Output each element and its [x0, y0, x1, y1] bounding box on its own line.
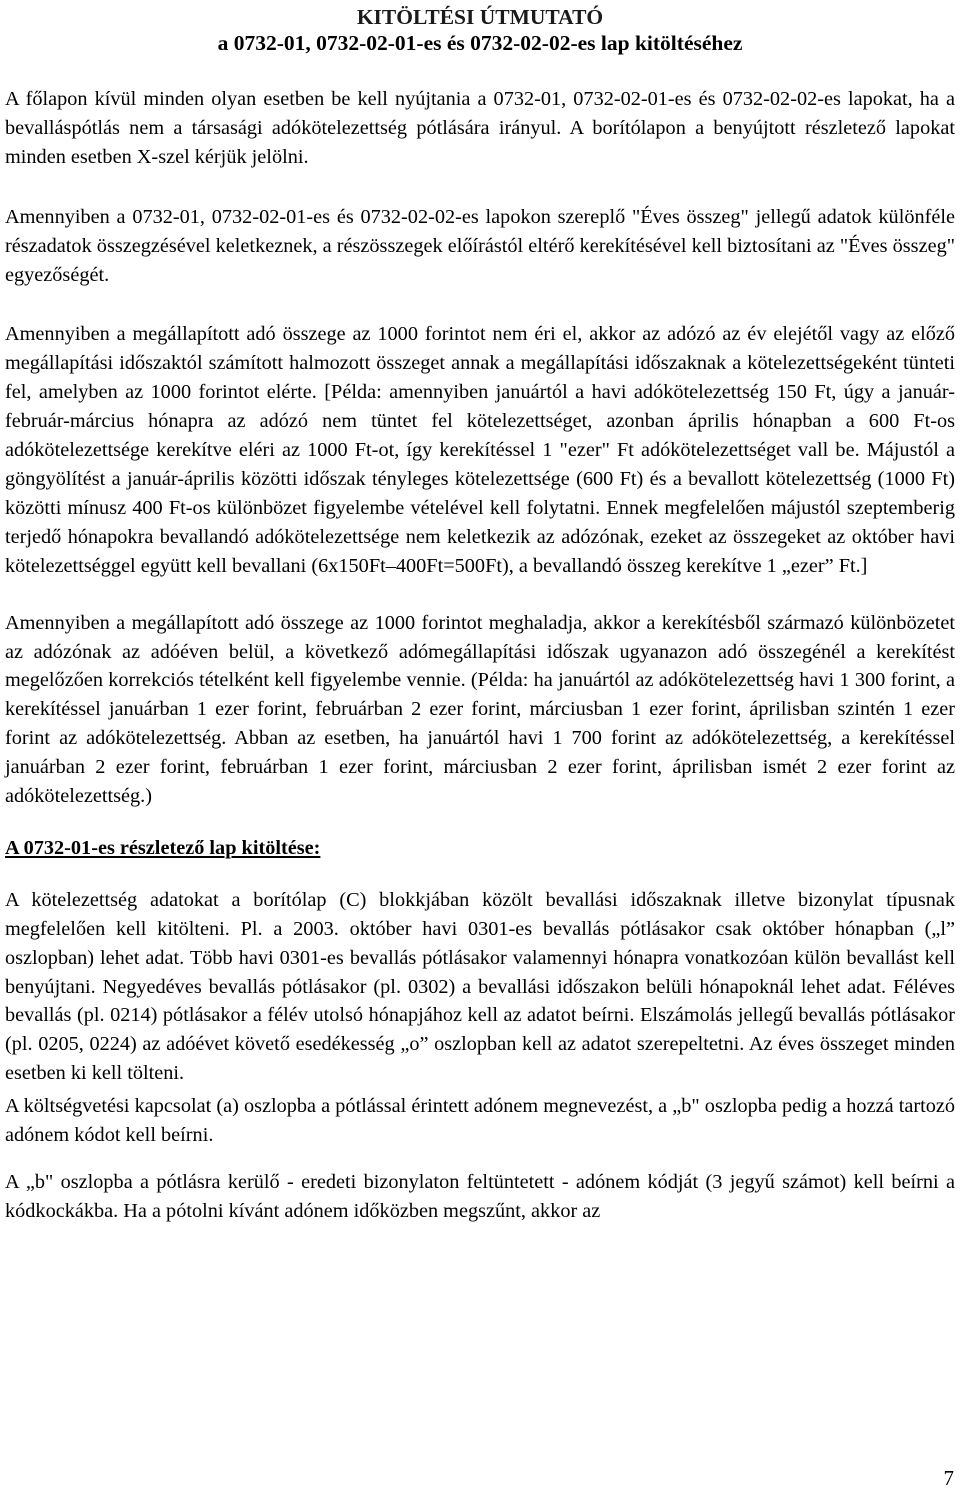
- document-page: [5, 0, 955, 1226]
- page-number: 7: [943, 1466, 954, 1490]
- document-subtitle: a 0732-01, 0732-02-01-es és 0732-02-02-es lap kitöltéséhez: [217, 31, 743, 55]
- paragraph-over-1000: Amennyiben a megállapított adó összege az 1000 forintot meghaladja, akkor a kerekítésből származó különbözetet az adózónak az adóéven belül, a következő adómegállapítási időszak ugyanazon adó összegénél a kerekítést megelőzően korrekciós tételként kell figyelembe vennie. (Példa: ha januártól az adókötelezettség havi 1 300 forint, a kerekítéssel januárban 1 ezer forint, februárban 2 ezer forint, márciusban 1 ezer forint, áprilisban szintén 1 ezer forint az adókötelezettség. Abban az esetben, ha januártól havi 1 700 forint az adókötelezettség, a kerekítéssel januárban 2 ezer forint, februárban 1 ezer forint, márciusban 2 ezer forint, áprilisban ismét 2 ezer forint az adókötelezettség.): [5, 611, 955, 808]
- section-heading: A 0732-01-es részletező lap kitöltése:: [5, 836, 321, 859]
- paragraph-under-1000: Amennyiben a megállapított adó összege az 1000 forintot nem éri el, akkor az adózó az év elejétől vagy az előző megállapítási időszaktól számított halmozott összeget annak a megállapítási időszaknak a kötelezettségeként tünteti fel, amelyben az 1000 forintot elérte. [Példa: amennyiben januártól a havi adókötelezettség 150 Ft, úgy a január-február-március hónapra az adózó nem tüntet fel kötelezettséget, azonban április hónapban a 600 Ft-os adókötelezettsége kerekítve eléri az 1000 Ft-ot, így kerekítéssel 1 "ezer" Ft adókötelezettséget vall be. Májustól a göngyölítést a január-április közötti időszak tényleges kötelezettsége (600 Ft) és a bevallott kötelezettség (1000 Ft) közötti mínusz 400 Ft-os különbözet figyelembe vételével kell folytatni. Ennek megfelelően májustól szeptemberig terjedő hónapokra bevallandó adókötelezettsége nem keletkezik az adózónak, ezeket az összegeket az október havi kötelezettséggel együtt kell bevallani (6x150Ft–400Ft=500Ft), a bevallandó összeg kerekítve 1 „ezer” Ft.]: [5, 323, 955, 577]
- document-title: KITÖLTÉSI ÚTMUTATÓ: [356, 5, 604, 29]
- paragraph-intro: A főlapon kívül minden olyan esetben be kell nyújtania a 0732-01, 0732-02-01-es és 0732-02-02-es lapokat, ha a bevalláspótlás nem a társasági adókötelezettség pótlására irányul. A borítólapon a benyújtott részletező lapokat minden esetben X-szel kérjük jelölni.: [5, 88, 955, 168]
- title-block: [5, 0, 955, 56]
- paragraph-budget-relation: A költségvetési kapcsolat (a) oszlopba a pótlással érintett adónem megnevezést, a „b" oszlopba pedig a hozzá tartozó adónem kódot kell beírni.: [5, 1095, 955, 1147]
- paragraph-annual-sum: Amennyiben a 0732-01, 0732-02-01-es és 0732-02-02-es lapokon szereplő "Éves összeg" jellegű adatok különféle részadatok összegzésével keletkeznek, a részösszegek előírástól eltérő kerekítésével kell biztosítani az "Éves összeg" egyezőségét.: [5, 205, 955, 286]
- paragraph-b-column: A „b" oszlopba a pótlásra kerülő - eredeti bizonylaton feltüntetett - adónem kódját (3 jegyű számot) kell beírni a kódkockákba. Ha a pótolni kívánt adónem időközben megszűnt, akkor az: [5, 1171, 955, 1222]
- paragraph-obligation-data: A kötelezettség adatokat a borítólap (C) blokkjában közölt bevallási időszaknak illetve bizonylat típusnak megfelelően kell kitölteni. Pl. a 2003. október havi 0301-es bevallás pótlásakor csak október hónapban („l” oszlopban) lehet adat. Több havi 0301-es bevallás pótlásakor valamennyi hónapra vonatkozóan külön bevallást kell benyújtani. Negyedéves bevallás pótlásakor (pl. 0302) a bevallási időszakon belüli hónapoknál lehet adat. Féléves bevallás (pl. 0214) pótlásakor a félév utolsó hónapjához kell az adatot beírni. Elszámolás jellegű bevallás pótlásakor (pl. 0205, 0224) az adóévet követő esedékesség „o” oszlopban kell az adatot szerepeltetni. Az éves összeget minden esetben ki kell tölteni.: [5, 888, 955, 1085]
